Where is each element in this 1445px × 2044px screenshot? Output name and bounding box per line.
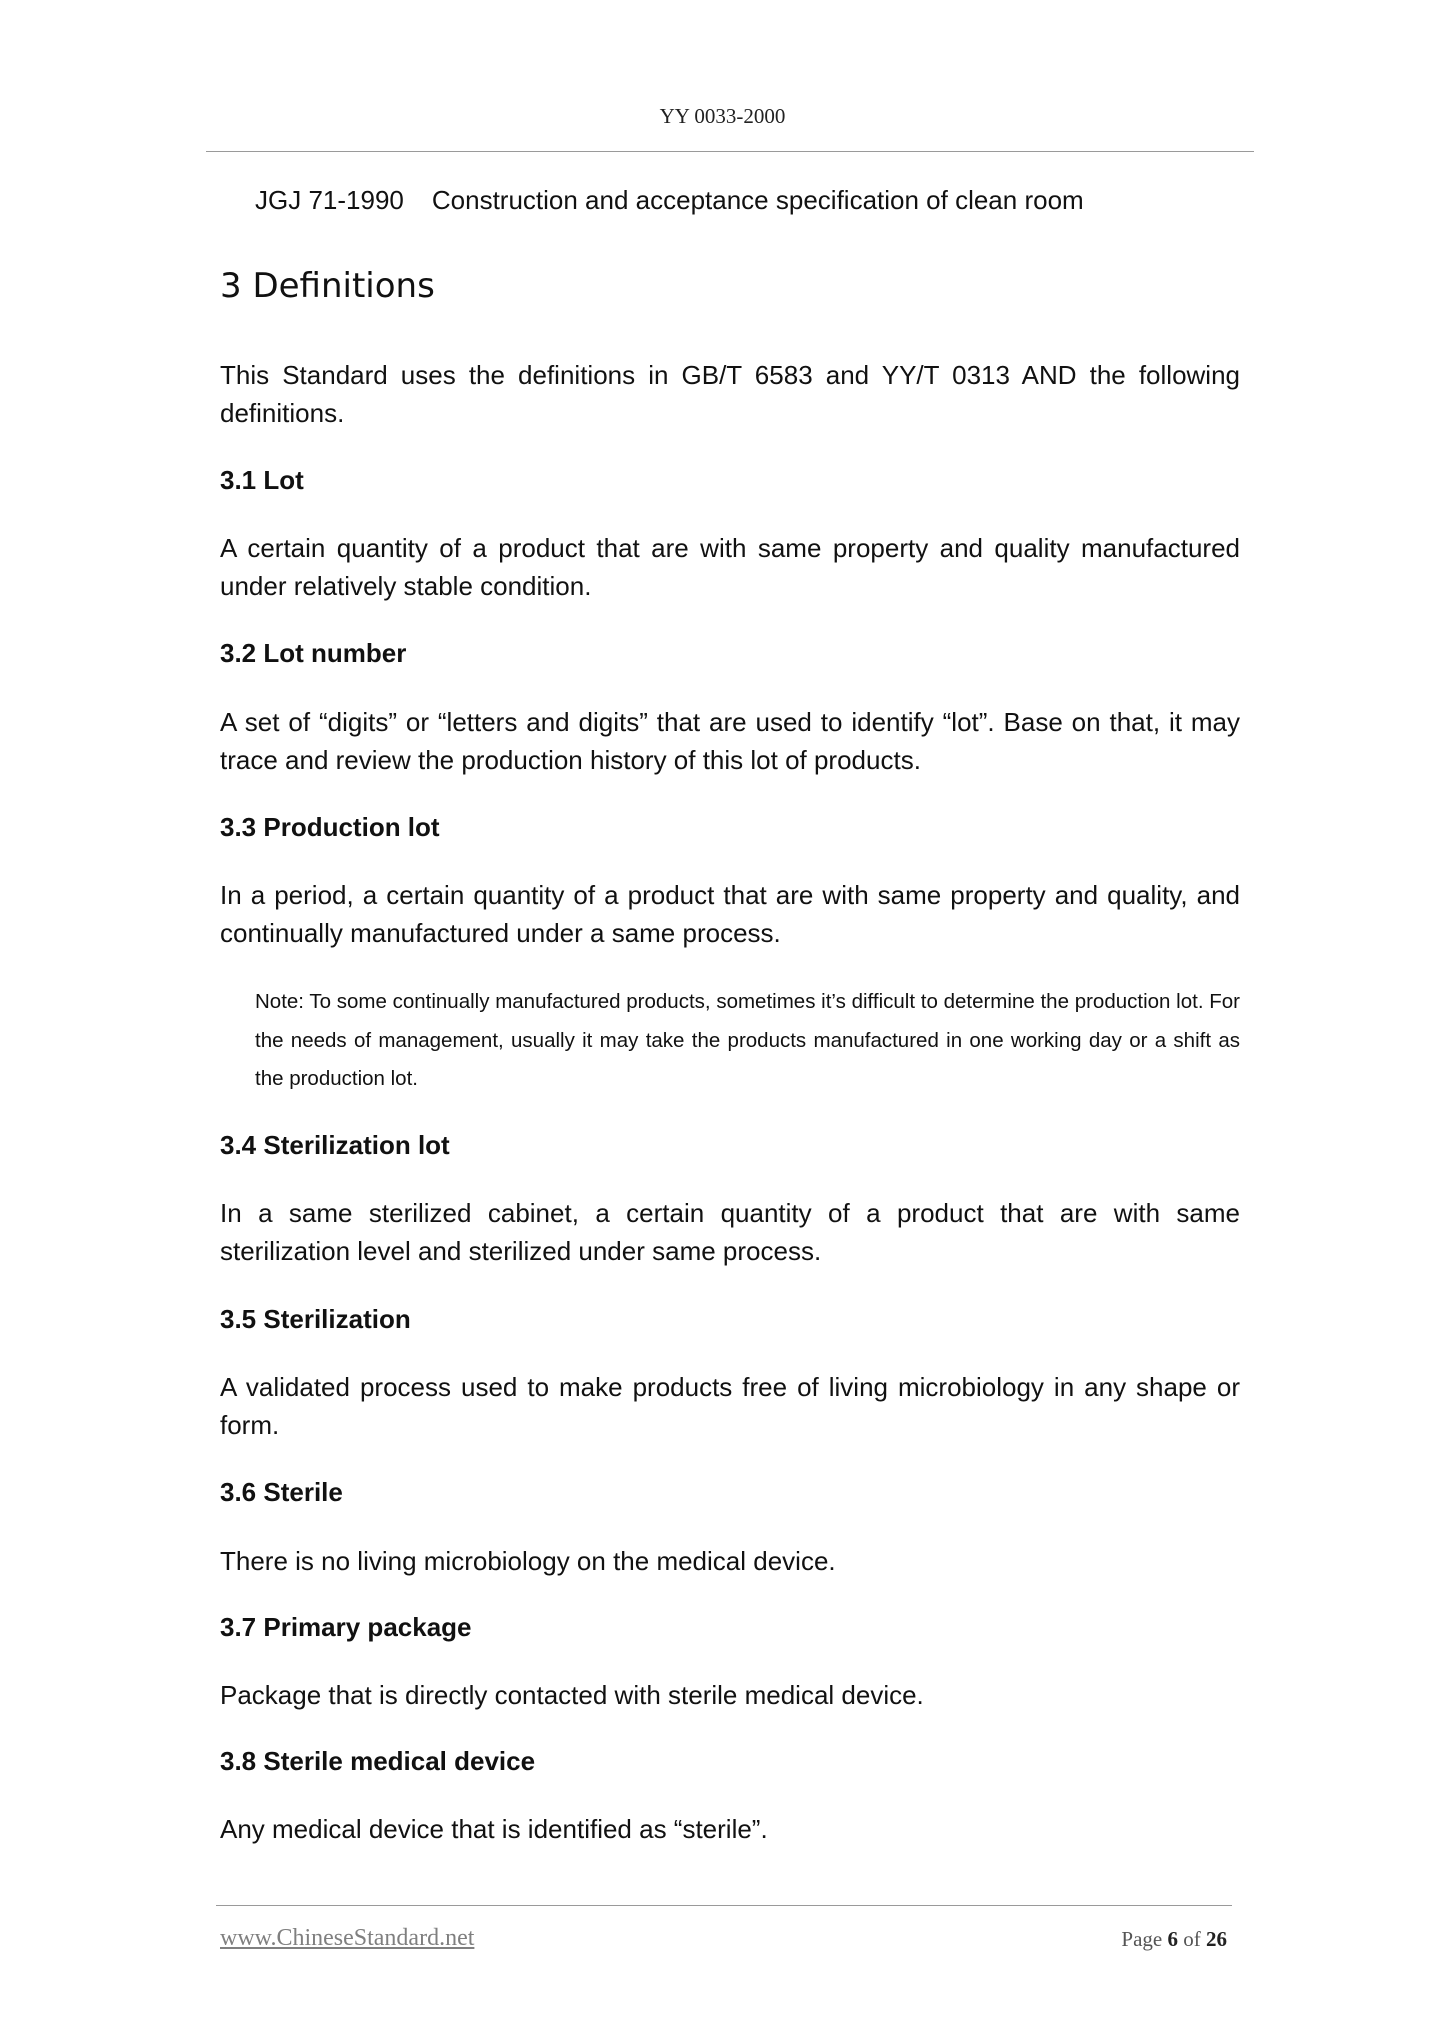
website-link[interactable]: www.ChineseStandard.net bbox=[220, 1925, 475, 1951]
page-current: 6 bbox=[1167, 1927, 1178, 1951]
definition-term: 3.8 Sterile medical device bbox=[220, 1746, 536, 1776]
definition-term: 3.5 Sterilization bbox=[220, 1304, 411, 1334]
definition-text: A validated process used to make products free of living microbiology in any shape or form. bbox=[220, 1372, 1240, 1440]
definition-term: 3.7 Primary package bbox=[220, 1612, 472, 1642]
definition-term: 3.4 Sterilization lot bbox=[220, 1130, 450, 1160]
definition-term: 3.1 Lot bbox=[220, 465, 304, 495]
definition-term: 3.2 Lot number bbox=[220, 638, 407, 668]
page-of-label: of bbox=[1183, 1927, 1201, 1951]
definition-text: There is no living microbiology on the medical device. bbox=[220, 1546, 836, 1576]
definition-text: A set of “digits” or “letters and digits” that are used to identify “lot”. Base on that, it may trace and review the production history of this lot of products. bbox=[220, 707, 1240, 775]
footer-divider bbox=[216, 1905, 1232, 1906]
definition-text: Package that is directly contacted with sterile medical device. bbox=[220, 1680, 924, 1710]
definition-text: In a same sterilized cabinet, a certain quantity of a product that are with same sterilization level and sterilized under same process. bbox=[220, 1198, 1240, 1266]
reference-title: Construction and acceptance specification of clean room bbox=[431, 185, 1084, 215]
definition-text: Any medical device that is identified as “sterile”. bbox=[220, 1814, 768, 1844]
header-divider bbox=[206, 151, 1254, 152]
reference-code: JGJ 71-1990 bbox=[255, 185, 404, 215]
definition-text: A certain quantity of a product that are with same property and quality manufactured under relatively stable condition. bbox=[220, 533, 1240, 601]
definition-term: 3.6 Sterile bbox=[220, 1477, 343, 1507]
definition-text: In a period, a certain quantity of a product that are with same property and quality, and continually manufactured under a same process. bbox=[220, 880, 1240, 948]
running-header: YY 0033-2000 bbox=[659, 104, 786, 128]
page-label: Page bbox=[1121, 1927, 1163, 1951]
section-intro: This Standard uses the definitions in GB/T 6583 and YY/T 0313 AND the following definitions. bbox=[220, 360, 1240, 428]
page-indicator bbox=[1121, 1927, 1227, 1952]
reference-entry bbox=[255, 185, 1084, 216]
page-total: 26 bbox=[1206, 1927, 1227, 1951]
definition-term: 3.3 Production lot bbox=[220, 812, 440, 842]
section-heading: 3 Definitions bbox=[220, 266, 435, 306]
definition-note: Note: To some continually manufactured products, sometimes it’s difficult to determine the production lot. For the needs of management, usually it may take the products manufactured in one working day or a shift as the production lot. bbox=[255, 990, 1240, 1090]
